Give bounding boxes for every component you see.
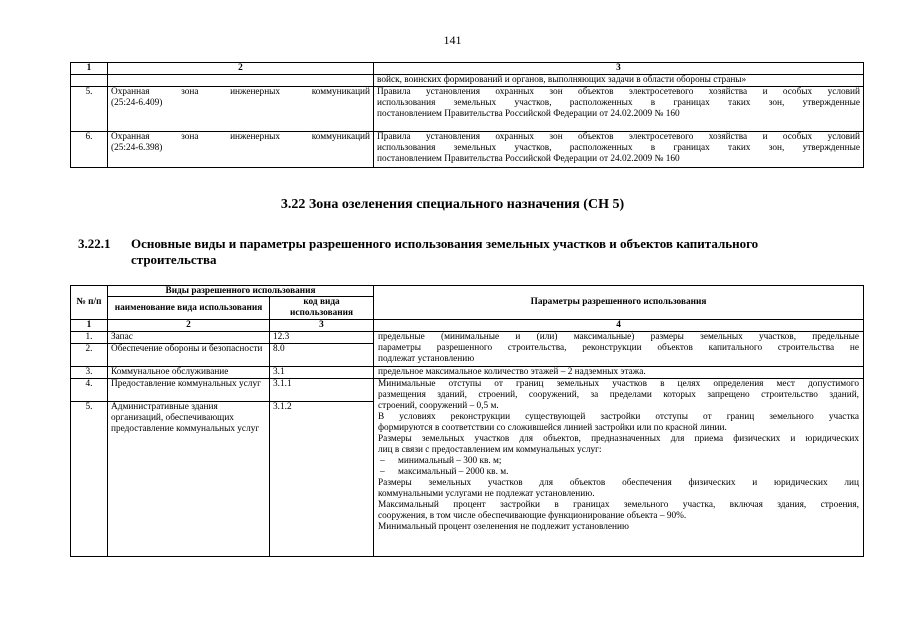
use-name: Обеспечение обороны и безопасности xyxy=(108,344,270,367)
row-number: 2. xyxy=(71,344,108,367)
max-size-item xyxy=(378,467,859,478)
use-name: Административные здания организаций, обеспечивающих предоставление коммунальных услуг xyxy=(108,402,270,557)
header-num: № п/п xyxy=(71,286,108,320)
col-number: 3 xyxy=(270,320,374,332)
param-line: подлежат установлению xyxy=(378,354,475,364)
col-number: 4 xyxy=(374,320,864,332)
row-number: 3. xyxy=(71,367,108,379)
use-code: 3.1 xyxy=(270,367,374,379)
description-line: постановлением Правительства Российской Федерации от 24.02.2009 № 160 xyxy=(377,154,680,164)
subsection-title-line: Основные виды и параметры разрешенного использования земельных участков и объектов капитального xyxy=(131,236,759,251)
params-cell xyxy=(374,379,864,557)
table-row xyxy=(71,367,864,379)
param-line: лиц в связи с предоставлением им коммунальных услуг: xyxy=(378,445,602,455)
table-header-row xyxy=(71,63,864,75)
zone-description-cell xyxy=(374,132,864,168)
col-number: 1 xyxy=(71,320,108,332)
param-line: Размеры земельных участков для объектов обеспечения физических и юридических лиц xyxy=(378,478,860,488)
min-size-item xyxy=(378,456,859,467)
zone-name: Охранная зона инженерных коммуникаций xyxy=(111,132,370,142)
row-number: 4. xyxy=(71,379,108,402)
column-number-row xyxy=(71,320,864,332)
use-name: Предоставление коммунальных услуг xyxy=(108,379,270,402)
table-row xyxy=(71,75,864,87)
row-number: 6. xyxy=(71,132,108,168)
zone-name-cell xyxy=(108,87,374,132)
param-line: размещения зданий, строений, сооружений, за пределами которых запрещено строительство зданий, xyxy=(378,390,860,400)
params-cell xyxy=(374,332,864,367)
header-group: Виды разрешенного использования xyxy=(108,286,374,297)
header-code: код вида использования xyxy=(270,297,374,320)
description-line: Правила установления охранных зон объектов электросетевого хозяйства и особых условий xyxy=(377,132,860,142)
row-number: 5. xyxy=(71,402,108,557)
param-line: Размеры земельных участков для объектов, предназначенных для приема физических и юридических xyxy=(378,434,860,444)
use-name: Коммунальное обслуживание xyxy=(108,367,270,379)
param-line: Минимальные отступы от границ земельных участков в целях определения мест допустимого xyxy=(378,379,860,389)
col-number: 2 xyxy=(108,320,270,332)
use-code: 8.0 xyxy=(270,344,374,367)
col-number: 3 xyxy=(374,63,864,75)
param-line: Минимальный процент озеленения не подлежит установлению xyxy=(378,522,629,532)
param-line: формируются в соответствии со сложившейся линией застройки или по красной линии. xyxy=(378,423,727,433)
subsection-title-line: строительства xyxy=(131,252,217,267)
subsection-number: 3.22.1 xyxy=(78,236,111,251)
continuation-text: войск, воинских формирований и органов, выполняющих задачи в области обороны страны» xyxy=(374,75,864,87)
description-line: Правила установления охранных зон объектов электросетевого хозяйства и особых условий xyxy=(377,87,860,97)
table-row xyxy=(71,379,864,402)
use-name: Запас xyxy=(108,332,270,344)
use-code: 3.1.1 xyxy=(270,379,374,402)
col-number: 1 xyxy=(71,63,108,75)
use-code: 12.3 xyxy=(270,332,374,344)
description-line: постановлением Правительства Российской Федерации от 24.02.2009 № 160 xyxy=(377,109,680,119)
param-line: сооружения, в том числе обеспечивающие функционирование объекта – 90%. xyxy=(378,511,687,521)
page-number: 141 xyxy=(443,33,462,47)
param-line: Максимальный процент застройки в границах земельного участка, включая здания, строения, xyxy=(378,500,860,510)
table-row xyxy=(71,87,864,132)
row-number: 1. xyxy=(71,332,108,344)
dash-marker: – xyxy=(380,467,385,477)
zone-name: Охранная зона инженерных коммуникаций xyxy=(111,87,370,97)
param-line: предельное максимальное количество этажей – 2 надземных этажа. xyxy=(374,367,864,379)
table-row xyxy=(71,132,864,168)
param-line: максимальный – 2000 кв. м. xyxy=(398,467,509,477)
subsection-title xyxy=(78,236,868,268)
table-row xyxy=(71,332,864,344)
param-line: строений, сооружений – 0,5 м. xyxy=(378,401,499,411)
table-header-row xyxy=(71,286,864,297)
restrictions-table xyxy=(70,62,864,168)
param-line: минимальный – 300 кв. м; xyxy=(398,456,502,466)
zone-code: (25:24-6.398) xyxy=(111,143,163,153)
section-title: 3.22 Зона озеленения специального назначения (СН 5) xyxy=(280,197,625,212)
param-line: параметры разрешенного строительства, реконструкции объектов капитального строительства не xyxy=(378,343,860,353)
zone-name-cell xyxy=(108,132,374,168)
dash-marker: – xyxy=(380,456,385,466)
description-line: использования земельных участков, расположенных в границах таких зон, утвержденные xyxy=(377,98,860,108)
row-number: 5. xyxy=(71,87,108,132)
param-line: коммунальными услугами не подлежат установлению. xyxy=(378,489,595,499)
header-params: Параметры разрешенного использования xyxy=(374,286,864,320)
permitted-use-table xyxy=(70,285,864,557)
use-code: 3.1.2 xyxy=(270,402,374,557)
header-name: наименование вида использования xyxy=(108,297,270,320)
col-number: 2 xyxy=(108,63,374,75)
zone-code: (25:24-6.409) xyxy=(111,98,163,108)
zone-description-cell xyxy=(374,87,864,132)
param-line: предельные (минимальные и (или) максимальные) размеры земельных участков, предельные xyxy=(378,332,860,342)
param-line: В условиях реконструкции существующей застройки отступы от границ земельного участка xyxy=(378,412,860,422)
description-line: использования земельных участков, расположенных в границах таких зон, утвержденные xyxy=(377,143,860,153)
